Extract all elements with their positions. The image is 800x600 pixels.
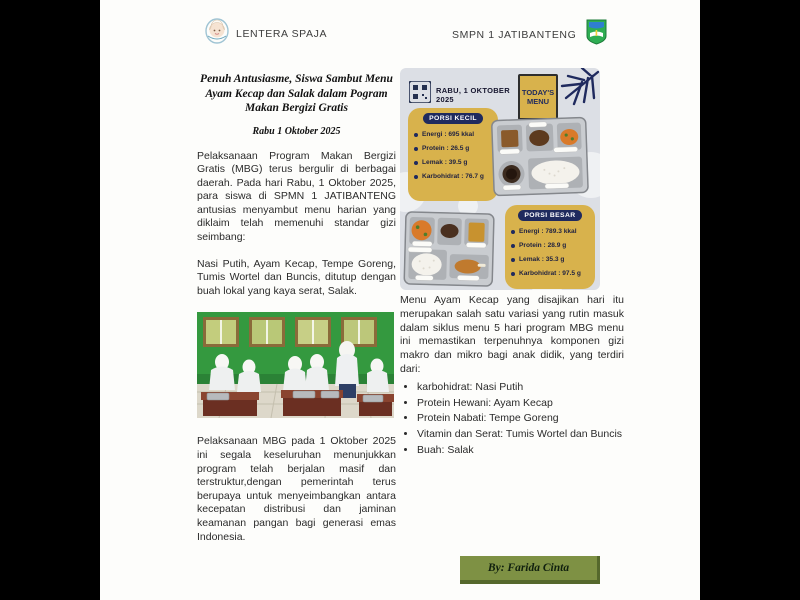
nutrition-value: Karbohidrat : 97.5 g (519, 270, 581, 277)
right-column (400, 294, 624, 458)
todays-menu-badge: TODAY'S MENU (518, 74, 558, 120)
menu-components-list (400, 381, 624, 458)
food-tray-photo-big (403, 211, 495, 290)
nutrition-row (414, 173, 492, 180)
list-item: • Vitamin dan Serat: Tumis Wortel dan Buncis (417, 428, 624, 442)
brand-name-right: SMPN 1 JATIBANTENG (452, 28, 577, 41)
nutrition-value: Energi : 695 kkal (422, 131, 475, 138)
lentera-mascot-icon (205, 18, 229, 49)
classroom-photo (197, 312, 394, 418)
newsletter-page (100, 0, 700, 600)
article-paragraph-1: Pelaksanaan Program Makan Bergizi Gratis (MBG) terus bergulir di berbagai daerah. Pada hari Rabu, 1 Oktober 2025, para siswa di SPMN 1 JATIBANTENG antusias menyambut menu harian yang diklaim telah memenuhi standar gizi seimbang: (197, 149, 396, 244)
nutrition-value: Protein : 26.5 g (422, 145, 470, 152)
list-item: • karbohidrat: Nasi Putih (417, 381, 624, 395)
nutrition-value: Energi : 789.3 kkal (519, 228, 577, 235)
nutrition-row (511, 256, 589, 263)
list-item: • Protein Nabati: Tempe Goreng (417, 412, 624, 426)
nutrition-row (414, 145, 492, 152)
porsi-besar-label: PORSI BESAR (518, 210, 581, 221)
todays-menu-card (400, 68, 600, 290)
porsi-besar-panel (505, 205, 595, 289)
nutrition-row (414, 131, 492, 138)
nutrition-value: Lemak : 39.5 g (422, 159, 468, 166)
nutrition-value: Protein : 28.9 g (519, 242, 567, 249)
list-item: • Protein Hewani: Ayam Kecap (417, 397, 624, 411)
header-right-brand (452, 18, 609, 51)
bullet-dot-icon (511, 272, 515, 276)
nutrition-value: Lemak : 35.3 g (519, 256, 565, 263)
bullet-dot-icon (511, 230, 515, 234)
bullet-dot-icon (414, 175, 418, 179)
food-tray-photo-small (491, 116, 590, 201)
nutrition-row (511, 242, 589, 249)
porsi-kecil-panel (408, 108, 498, 201)
porsi-kecil-label: PORSI KECIL (423, 113, 483, 124)
header-left-brand (205, 18, 327, 49)
nutrition-value: Karbohidrat : 76.7 g (422, 173, 484, 180)
nutrition-row (511, 270, 589, 277)
author-byline: By: Farida Cinta (487, 562, 570, 574)
list-item: • Buah: Salak (417, 444, 624, 458)
school-crest-icon (584, 18, 609, 51)
left-column (197, 72, 396, 544)
bullet-dot-icon (414, 133, 418, 137)
article-title: Penuh Antusiasme, Siswa Sambut Menu Ayam Kecap dan Salak dalam Pogram Makan Bergizi Gratis (200, 73, 393, 114)
article-date: Rabu 1 Oktober 2025 (252, 125, 341, 137)
bullet-dot-icon (511, 258, 515, 262)
qr-code-icon (409, 81, 431, 108)
article-paragraph-2: Nasi Putih, Ayam Kecap, Tempe Goreng, Tumis Wortel dan Buncis, ditutup dengan buah lokal yang kaya serat, Salak. (197, 257, 396, 297)
menu-description-paragraph: Menu Ayam Kecap yang disajikan hari itu merupakan salah satu variasi yang rutin masuk dalam siklus menu 5 hari program MBG menu ini memastikan terpenuhnya komponen gizi makro dan mikro bagi anak didik, yang terdiri dari: (400, 294, 624, 375)
menu-card-date: RABU, 1 OKTOBER 2025 (436, 86, 510, 104)
bullet-dot-icon (414, 147, 418, 151)
bullet-dot-icon (414, 161, 418, 165)
bullet-dot-icon (511, 244, 515, 248)
brand-name-left: LENTERA SPAJA (236, 27, 328, 40)
nutrition-row (511, 228, 589, 235)
nutrition-row (414, 159, 492, 166)
author-byline-box (460, 556, 600, 584)
article-paragraph-3: Pelaksanaan MBG pada 1 Oktober 2025 ini segala keseluruhan menunjukkan program telah berjalan masif dan terstruktur,dengan pemerintah terus berupaya untuk menyeimbangkan antara kecepatan distribusi dan jaminan keamanan pangan bagi generasi emas Indonesia. (197, 435, 396, 543)
